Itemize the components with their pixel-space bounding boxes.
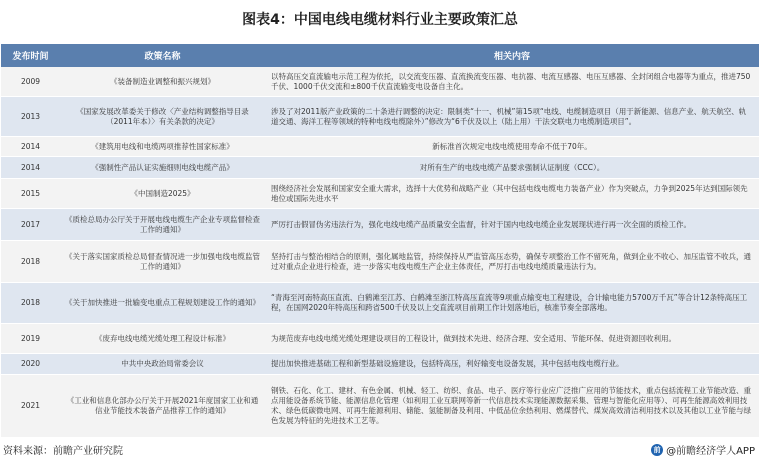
cell-year: 2021	[20, 401, 41, 411]
table-row	[1, 67, 759, 97]
table-row	[1, 209, 759, 241]
cell-year: 2017	[20, 219, 41, 229]
cell-year: 2014	[20, 141, 41, 151]
cell-content: 新标准首次规定电线电缆使用寿命不低于70年。	[432, 141, 592, 151]
cell-policy: 《关于加快推进一批输变电重点工程规划建设工作的通知》	[65, 298, 260, 308]
cell-content: 提出加快推进基础工程和新型基础设施建设，包括特高压，利好输变电设备发展，其中包括电线电缆行业。	[271, 359, 624, 369]
cell-content: 对所有生产的电线电缆产品要求强制认证制度（CCC）。	[419, 162, 605, 172]
cell-content: 以特高压交直流输电示范工程为依托，以交流变压器、直流换流变压器、电抗器、电流互感器、电压互感器、全封闭组合电器等为重点，推进750千伏、1000千伏交流和±800千伏直流输变电设备自主化。	[271, 71, 751, 91]
table-row	[1, 97, 759, 137]
header-year: 发布时间	[12, 52, 49, 62]
table-header	[1, 44, 759, 67]
cell-content: 涉及了对2011版产业政策的二十条进行调整的决定：限制类“十一、机械”第15项“电线、电缆制造项目（用于新能源、信息产业、航天航空、轨道交通、海洋工程等领域的特种电线电缆除外）”修改为“6千伏及以上（陆上用）干法交联电力电缆制造项目”。	[271, 106, 747, 126]
table-row	[1, 283, 759, 324]
cell-content: 为规范废弃电线电缆光缆处理建设项目的工程设计，做到技术先进、经济合理、安全适用、节能环保、促进资源回收利用。	[271, 333, 676, 343]
cell-content: 严厉打击假冒伪劣违法行为，强化电线电缆产品质量安全监督，针对于国内电线电缆企业发展现状进行再一次全面的质检工作。	[271, 219, 691, 229]
cell-year: 2013	[20, 111, 41, 121]
cell-content: 钢铁、石化、化工、建材、有色金属、机械、轻工、纺织、食品、电子、医疗等行业应广泛推广应用的节能技术，重点包括流程工业节能改造、重点用能设备系统节能、能源信息化管理（如利用工业互联网等新一代信息技术实现能源数据采集、管理与智能化应用等）、可再生能源高效利用技术、绿色低碳微电网、可再生能源利用、储能、氢能制备及利用、中低品位余热利用、燃煤替代、煤炭高效清洁利用技术以及其他以工业节能与绿色发展为特征的先进技术工艺等。	[271, 386, 751, 425]
header-policy: 政策名称	[144, 52, 181, 62]
policy-table	[1, 44, 759, 438]
cell-year: 2018	[20, 298, 41, 308]
cell-content: 坚持打击与整治相结合的原则，强化属地监管，持续保持从严监管高压态势，确保专项整治工作不留死角，做到企业不收心、加压监管不收兵，通过对重点企业进行检查，进一步落实电线电缆生产企业主体责任，严厉打击电线电缆质量违法行为。	[271, 251, 751, 271]
cell-year: 2009	[20, 76, 41, 86]
cell-policy: 《国家发展改革委关于修改〈产业结构调整指导目录（2011年本）〉有关条款的决定》	[76, 106, 249, 126]
cell-policy: 《工业和信息化部办公厅关于开展2021年度国家工业和通信业节能技术装备产品推荐工作的通知》	[66, 396, 259, 415]
cell-year: 2014	[20, 162, 41, 172]
table-row	[1, 324, 759, 354]
brand-label: @前瞻经济学人APP	[666, 446, 755, 457]
cell-content: 围绕经济社会发展和国家安全重大需求，选择十大优势和战略产业（其中包括电线电缆电力装备产业）作为突破点，力争到2025年达到国际领先地位或国际先进水平	[271, 183, 748, 203]
cell-year: 2019	[20, 333, 41, 343]
table-row	[1, 179, 759, 209]
cell-policy: 《装备制造业调整和振兴规划》	[110, 76, 215, 86]
brand-logo-icon: 前	[651, 444, 663, 456]
table-row	[1, 241, 759, 283]
cell-year: 2018	[20, 256, 41, 266]
cell-policy: 《质检总局办公厅关于开展电线电缆生产企业专项监督检查工作的通知》	[65, 214, 260, 234]
source-note: 资料来源：前瞻产业研究院	[3, 446, 123, 457]
cell-policy: 《关于落实国家质检总局督查情况进一步加强电线电缆监管工作的通知》	[65, 251, 260, 271]
table-row	[1, 354, 759, 375]
cell-policy: 《废弃电线电缆光缆处理工程设计标准》	[95, 333, 230, 343]
cell-year: 2020	[20, 359, 41, 369]
brand-watermark	[651, 442, 755, 457]
table-row	[1, 375, 759, 438]
cell-content: “青海至河南特高压直流、白鹤滩至江苏、白鹤滩至浙江特高压直流等9项重点输变电工程建设，合计输电能力5700万千瓦”等合计12条特高压工程，在国网2020年特高压和跨省500千伏及以上交直流项目前期工作计划落地后，核准节奏全部落地。	[271, 293, 748, 312]
page-title: 图表4：中国电线电缆材料行业主要政策汇总	[242, 12, 518, 28]
cell-policy: 《强制性产品认证实施细则电线电缆产品》	[91, 162, 234, 172]
cell-year: 2015	[20, 188, 41, 198]
table-row	[1, 137, 759, 157]
table-row	[1, 157, 759, 179]
cell-policy: 中共中央政治局常委会议	[121, 359, 204, 369]
header-content: 相关内容	[493, 52, 530, 62]
cell-policy: 《中国制造2025》	[130, 188, 195, 198]
cell-policy: 《建筑用电线和电缆两项推荐性国家标准》	[91, 141, 234, 151]
